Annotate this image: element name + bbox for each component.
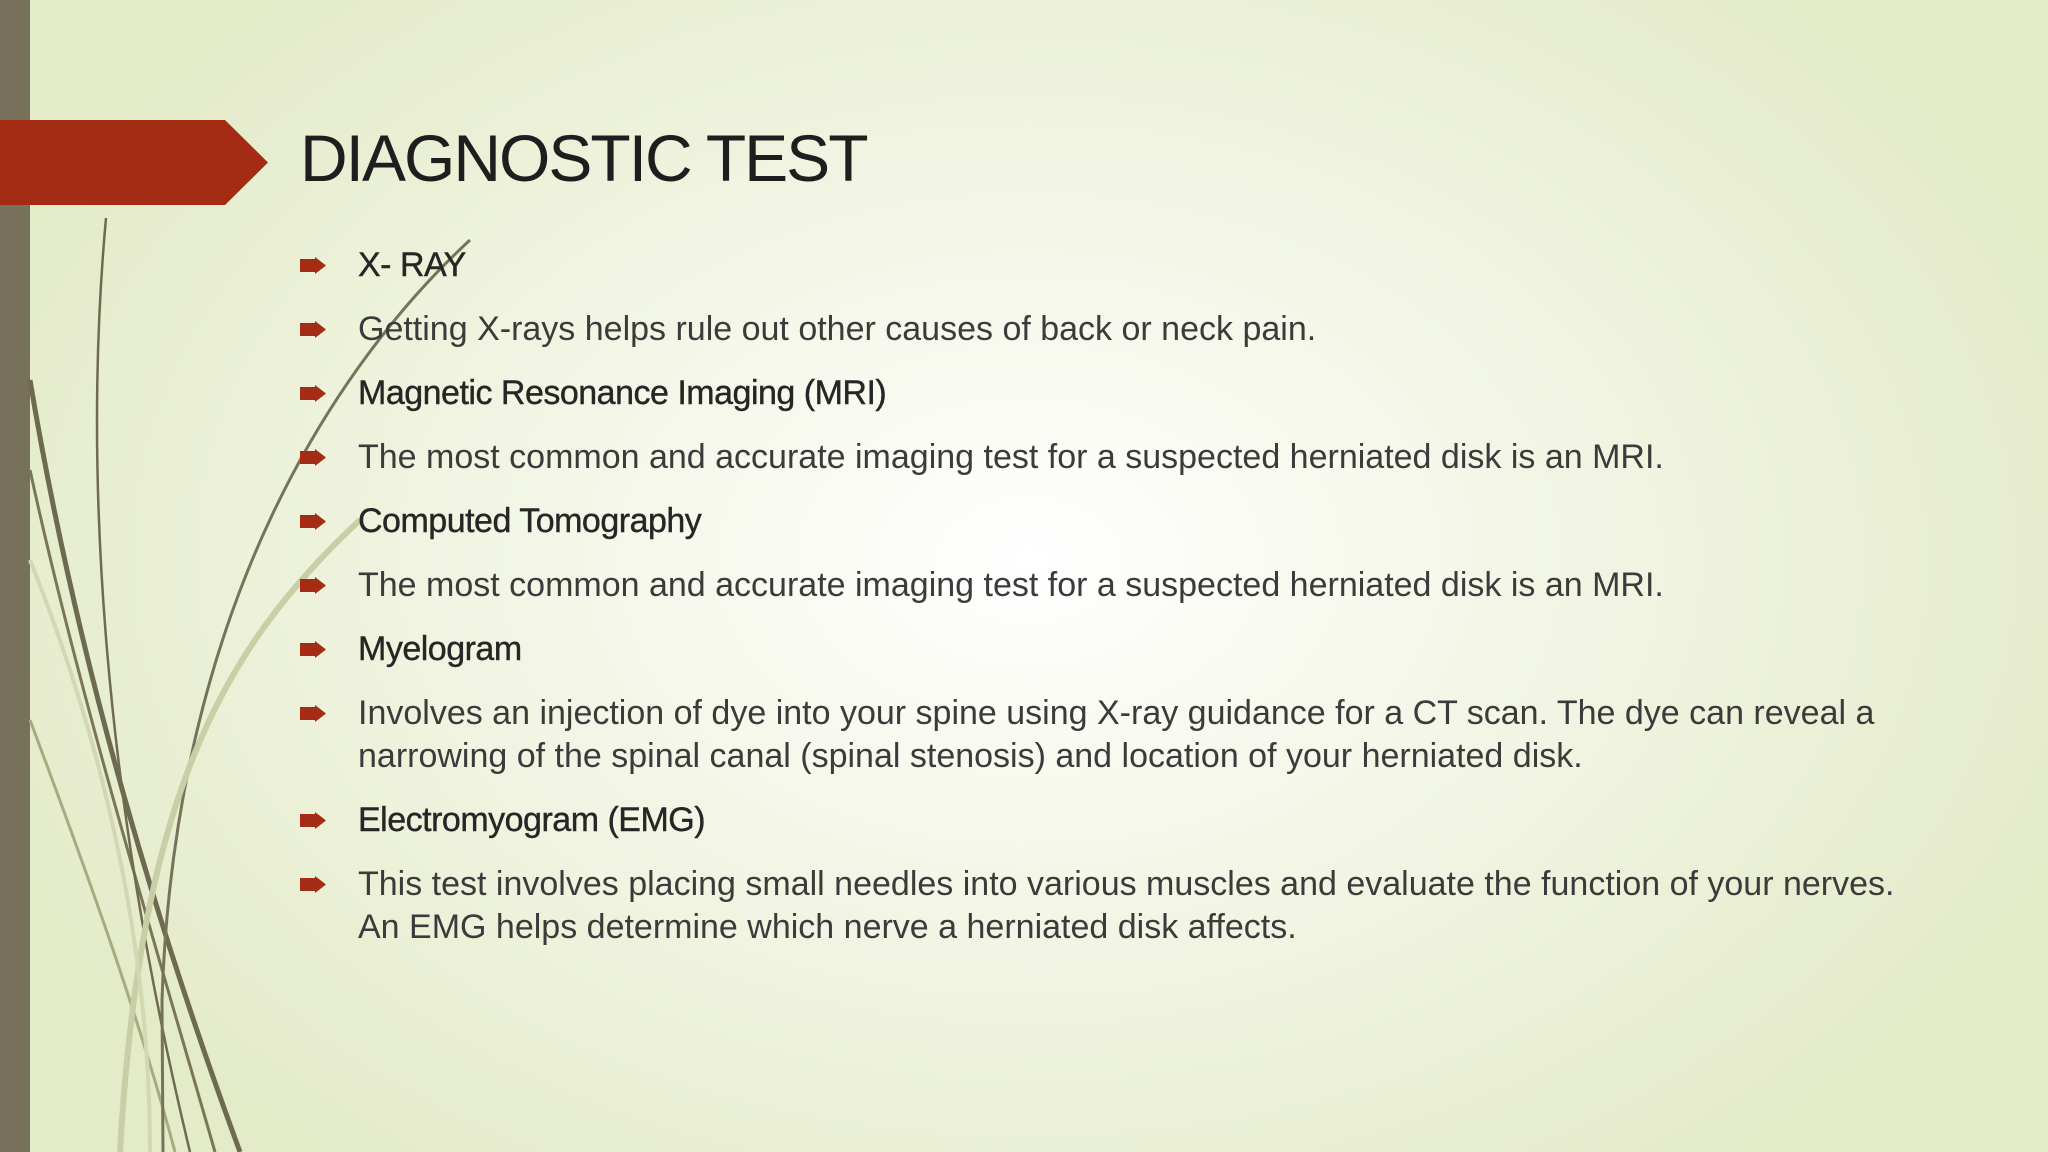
bullet-item <box>300 799 1900 842</box>
bullet-item <box>300 564 1900 607</box>
bullet-text: Electromyogram (EMG) <box>358 801 706 839</box>
bullet-item <box>300 308 1900 351</box>
arrow-bullet-icon <box>300 705 326 722</box>
arrow-bullet-icon <box>300 385 326 402</box>
bullet-text: Computed Tomography <box>358 502 702 540</box>
arrow-bullet-icon <box>300 449 326 466</box>
arrow-bullet-icon <box>300 641 326 658</box>
bullet-text: Myelogram <box>358 630 522 668</box>
arrow-bullet-icon <box>300 321 326 338</box>
bullet-text: Getting X-rays helps rule out other causes of back or neck pain. <box>358 310 1317 348</box>
bullet-text: Involves an injection of dye into your spine using X-ray guidance for a CT scan. The dye can reveal a narrowing of the spinal canal (spinal stenosis) and location of your herniated disk. <box>358 694 1875 775</box>
bullet-text: The most common and accurate imaging test for a suspected herniated disk is an MRI. <box>358 566 1664 604</box>
bullet-text: X- RAY <box>358 246 466 284</box>
bullet-text: This test involves placing small needles into various muscles and evaluate the function of your nerves. An EMG helps determine which nerve a herniated disk affects. <box>358 865 1895 946</box>
arrow-bullet-icon <box>300 257 326 274</box>
bullet-text: The most common and accurate imaging test for a suspected herniated disk is an MRI. <box>358 438 1664 476</box>
bullet-item <box>300 863 1900 949</box>
arrow-bullet-icon <box>300 876 326 893</box>
slide-title: DIAGNOSTIC TEST <box>300 121 867 195</box>
bullet-item <box>300 628 1900 671</box>
title-arrow-banner <box>0 120 268 205</box>
bullet-text: Magnetic Resonance Imaging (MRI) <box>358 374 887 412</box>
bullet-item <box>300 436 1900 479</box>
bullet-item <box>300 244 1900 287</box>
arrow-bullet-icon <box>300 812 326 829</box>
bullet-item <box>300 500 1900 543</box>
bullet-item <box>300 692 1900 778</box>
arrow-bullet-icon <box>300 513 326 530</box>
bullet-list <box>300 244 1900 970</box>
bullet-item <box>300 372 1900 415</box>
arrow-bullet-icon <box>300 577 326 594</box>
